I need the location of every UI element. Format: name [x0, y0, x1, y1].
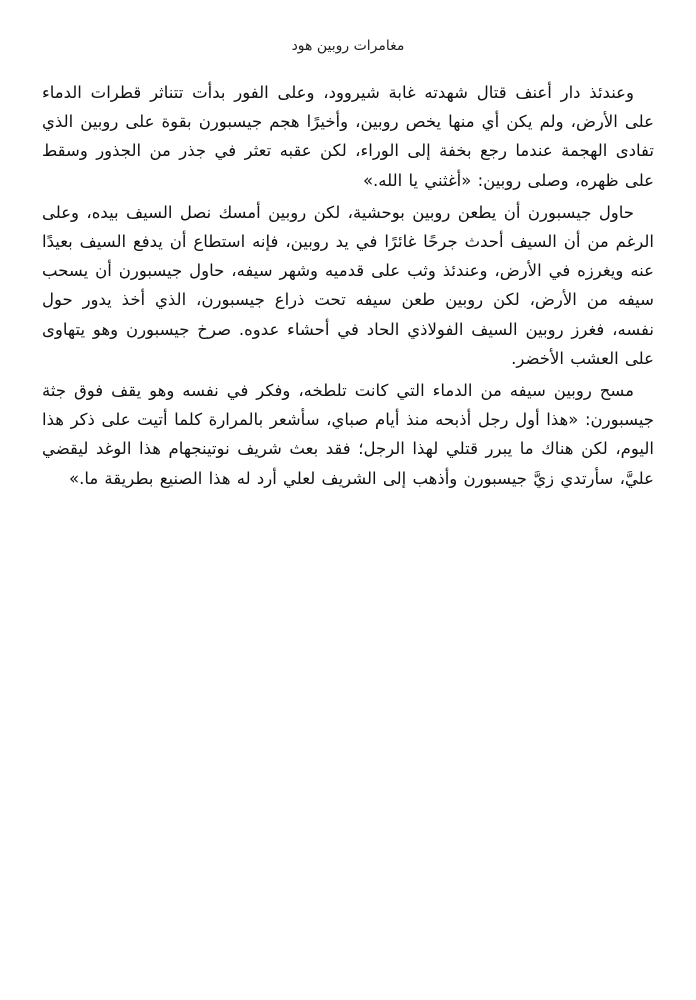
paragraph-3: مسح روبين سيفه من الدماء التي كانت تلطخه، وفكر في نفسه وهو يقف فوق جثة جيسبورن: «هذا أول رجل أذبحه منذ أيام صباي، سأشعر بالمرارة كلما أتيت على ذكر هذا اليوم، لكن هناك ما يبرر قتلي لهذا الرجل؛ فقد بعث شريف نوتينجهام هذا الوغد ليقضي عليَّ، سأرتدي زيَّ جيسبورن وأذهب إلى الشريف لعلي أرد له هذا الصنيع بطريقة ما.»: [42, 381, 654, 488]
paragraph-2: حاول جيسبورن أن يطعن روبين بوحشية، لكن روبين أمسك نصل السيف بيده، وعلى الرغم من أن السيف أحدث جرحًا غائرًا في يد روبين، فإنه استطاع أن يدفع السيف بعيدًا عنه ويغرزه في الأرض، وعندئذ وثب على قدميه وشهر سيفه، حاول جيسبورن أن يسحب سيفه من الأرض، لكن روبين طعن سيفه تحت ذراع جيسبورن، الذي أخذ يدور حول نفسه، فغرز روبين السيف الفولاذي الحاد في أحشاء عدوه. صرخ جيسبورن وهو يتهاوى على العشب الأخضر.: [42, 202, 654, 368]
body-text: [42, 78, 654, 493]
paragraph-1: وعندئذ دار أعنف قتال شهدته غابة شيروود، وعلى الفور بدأت تتناثر قطرات الدماء على الأرض، ولم يكن أي منها يخص روبين، وأخيرًا هجم جيسبورن بقوة على روبين الذي تفادى الهجمة عندما رجع بخفة إلى الوراء، لكن عقبه تعثر في جذر من الجذور وسقط على ظهره، وصلى روبين: «أغثني يا الله.»: [42, 83, 654, 190]
running-header: مغامرات روبين هود: [291, 38, 405, 54]
